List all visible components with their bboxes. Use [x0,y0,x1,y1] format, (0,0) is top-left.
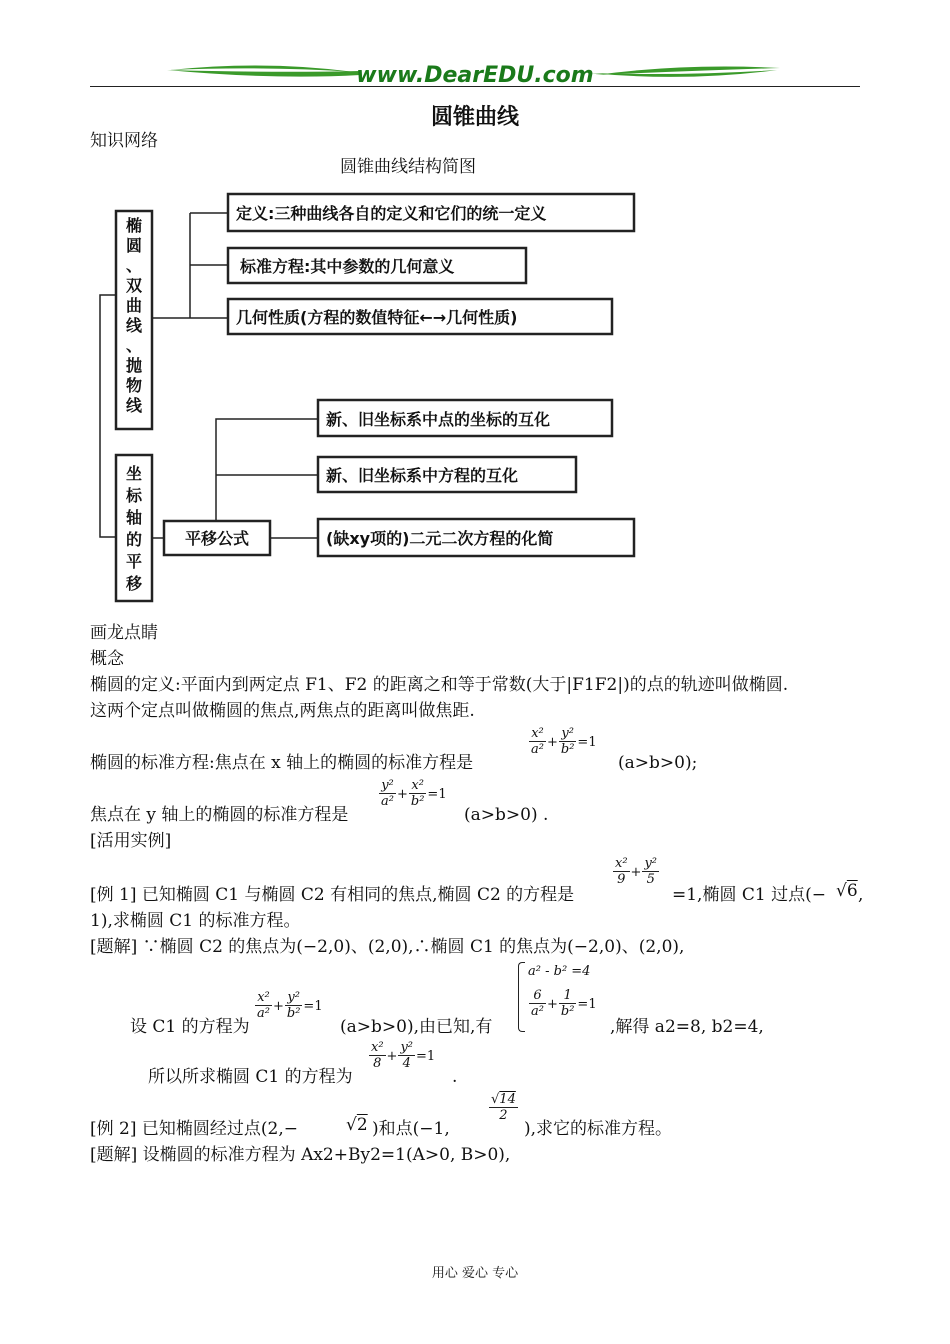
example2-mid: )和点(−1, [372,1119,450,1139]
box-definition-label: 定义:三种曲线各自的定义和它们的统一定义 [236,204,547,223]
example1-line2: 1),求椭圆 C1 的标准方程。 [90,911,301,931]
example2-end: ),求它的标准方程。 [524,1119,673,1139]
left-box1-char: 、 [125,256,143,275]
solution1-line3-end: . [452,1067,458,1087]
example2-prefix: [例 2] 已知椭圆经过点(2,− [90,1119,298,1139]
structure-diagram [90,185,650,605]
left-box1-char: 、 [125,336,143,355]
left-box2-char: 轴 [125,508,143,527]
solution1-line2-end: ,解得 a2=8, b2=4, [610,1017,764,1037]
example1-sqrt: √6 [836,881,858,901]
solution2-line1: [题解] 设椭圆的标准方程为 Ax2+By2=1(A>0, B>0), [90,1145,511,1165]
left-box2-char: 的 [125,530,143,549]
left-box1-char: 线 [125,396,143,415]
left-box1-char: 椭 [125,216,143,235]
example2-sqrt: √2 [346,1115,368,1135]
std-eq-x-prefix: 椭圆的标准方程:焦点在 x 轴上的椭圆的标准方程是 [90,753,474,773]
system-eq1: a² - b² =4 [528,964,591,979]
applied-examples-heading: [活用实例] [90,831,172,851]
page-title: 圆锥曲线 [430,104,519,130]
solution1-line3-prefix: 所以所求椭圆 C1 的方程为 [148,1067,353,1087]
std-eq-x-formula: $\frac{\text{x²}}{\text{a²}}$ + $\frac{\text{y²}}{\text{b²}}$ =1 [531,726,597,757]
page-footer: 用心 爱心 专心 [431,1266,519,1281]
banner-url: www.DearEDU.com [356,63,594,88]
left-box1-char: 线 [125,316,143,335]
banner-logo [165,58,785,88]
left-box1-char: 物 [125,376,143,395]
box-standard-equation-label: 标准方程:其中参数的几何意义 [240,257,455,276]
ellipse-definition-line1: 椭圆的定义:平面内到两定点 F1、F2 的距离之和等于常数(大于|F1F2|)的点的轨迹叫做椭圆. [90,675,789,695]
left-box2-char: 平 [125,552,143,571]
left-box2-char: 坐 [125,464,143,483]
left-box1-char: 双 [125,276,143,295]
left-box2-char: 标 [125,486,143,505]
section-concept: 概念 [90,649,124,669]
diagram-caption: 圆锥曲线结构简图 [340,157,476,177]
left-box1-char: 圆 [125,236,143,255]
box-point-conversion-label: 新、旧坐标系中点的坐标的互化 [326,410,551,429]
std-eq-y-prefix: 焦点在 y 轴上的椭圆的标准方程是 [90,805,349,825]
box-equation-conversion-label: 新、旧坐标系中方程的互化 [326,466,519,485]
solution1-line2-mid: (a>b>0),由已知,有 [340,1017,493,1037]
header-rule [90,86,860,87]
section-highlight: 画龙点睛 [90,623,158,643]
std-eq-y-formula: $\frac{\text{y²}}{\text{a²}}$ + $\frac{\text{x²}}{\text{b²}}$ =1 [381,778,447,809]
example1-prefix: [例 1] 已知椭圆 C1 与椭圆 C2 有相同的焦点,椭圆 C2 的方程是 [90,885,575,905]
solution1-line1: [题解] ∵椭圆 C2 的焦点为(−2,0)、(2,0),∴椭圆 C1 的焦点为(−2,0)、(2,0), [90,937,685,957]
example2-point-formula: $\frac{√14}{2}$ [491,1092,516,1123]
box-translation-formula-label: 平移公式 [184,529,250,548]
left-box1-char: 抛 [125,356,143,375]
system-eq2: $\frac{6}{\text{a²}}$ + $\frac{1}{\text{b²}}$ =1 [531,988,597,1019]
std-eq-y-suffix: (a>b>0) . [464,805,549,825]
solution1-c1-formula: $\frac{\text{x²}}{\text{a²}}$ + $\frac{\text{y²}}{\text{b²}}$ =1 [257,990,323,1021]
box-simplify-label: (缺xy项的)二元二次方程的化简 [326,529,554,548]
example1-end: , [858,885,864,905]
equation-system [518,962,610,1034]
example1-c2-formula: $\frac{\text{x²}}{9}$ + $\frac{\text{y²}}{5}$ [615,856,658,887]
example1-mid: =1,椭圆 C1 过点(− [672,885,826,905]
left-box1-char: 曲 [125,296,143,315]
section-knowledge-network: 知识网络 [90,131,158,151]
ellipse-definition-line2: 这两个定点叫做椭圆的焦点,两焦点的距离叫做焦距. [90,701,475,721]
left-box2-char: 移 [125,574,143,593]
solution1-line2-prefix: 设 C1 的方程为 [130,1017,250,1037]
box-geometric-property-label: 几何性质(方程的数值特征←→几何性质) [236,308,518,327]
solution1-answer-formula: $\frac{\text{x²}}{8}$ + $\frac{\text{y²}}{4}$ =1 [371,1040,436,1071]
std-eq-x-suffix: (a>b>0); [618,753,698,773]
